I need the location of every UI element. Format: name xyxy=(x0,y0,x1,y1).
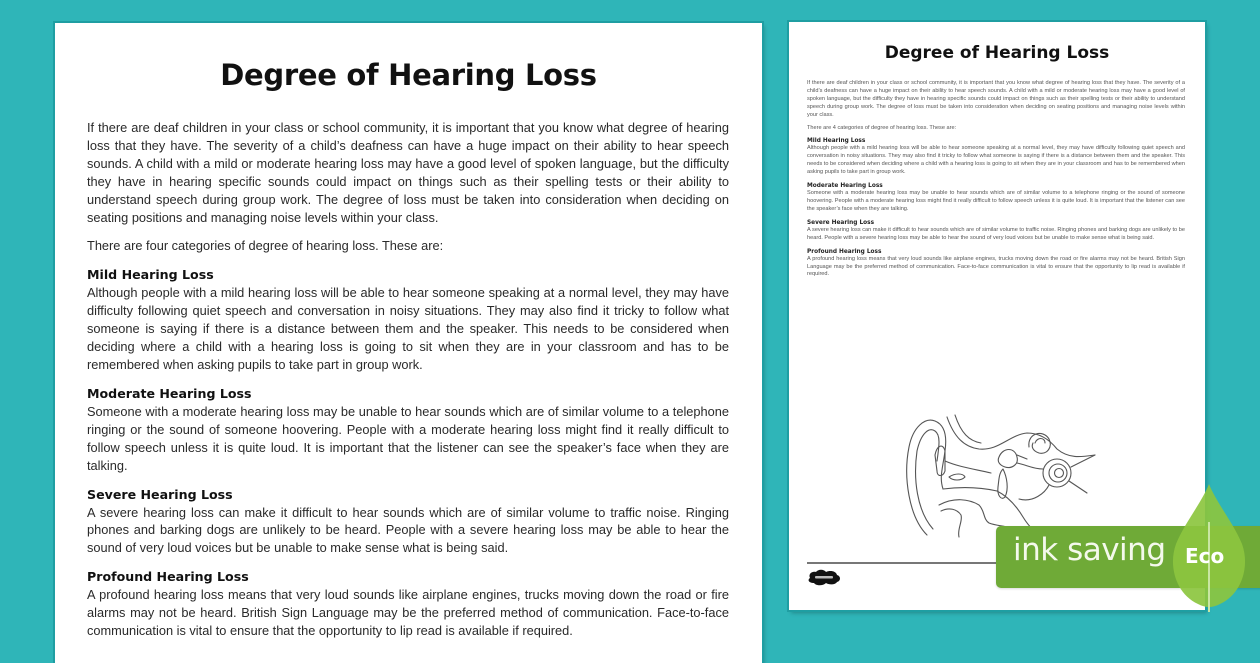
section-heading: Mild Hearing Loss xyxy=(807,138,866,145)
section-moderate xyxy=(807,182,1185,214)
section-text: Although people with a mild hearing loss will be able to hear someone speaking at a normal level, they may have difficulty following quiet speech and conversation in noisy situations. They may also find it tricky to follow what someone is saying if there is a distance between them and the speaker. This needs to be considered when deciding where a child with a hearing loss is going to sit when they are in your classroom and has to be remembered when asking pupils to take part in group work. xyxy=(87,285,729,372)
section-severe xyxy=(87,486,729,558)
worksheet-preview-large xyxy=(55,23,762,663)
section-text: A profound hearing loss means that very loud sounds like airplane engines, trucks moving down the road or fire alarms may not be heard. British Sign Language may be the preferred method of communication. Face-to-face communication is vital to ensure that the opportunity to lip read is available if required. xyxy=(87,587,729,639)
section-heading: Mild Hearing Loss xyxy=(87,267,214,283)
page-title: Degree of Hearing Loss xyxy=(220,58,597,92)
section-heading: Profound Hearing Loss xyxy=(87,569,249,585)
section-text: Someone with a moderate hearing loss may be unable to hear sounds which are of similar volume to a telephone ringing or the sound of someone hoovering. People with a moderate hearing loss might find it really difficult to follow speech unless it is quite loud. It is important that the listener can see the speaker’s face when they are talking. xyxy=(87,403,729,473)
worksheet-body xyxy=(87,119,729,651)
section-mild xyxy=(87,266,729,374)
section-mild xyxy=(807,137,1185,177)
section-text: A profound hearing loss means that very loud sounds like airplane engines, trucks moving down the road or fire alarms may not be heard. British Sign Language may be the preferred method of communication. Face-to-face communication is vital to ensure that the opportunity to lip read is available if required. xyxy=(807,255,1185,278)
page-title: Degree of Hearing Loss xyxy=(884,43,1110,63)
worksheet-body xyxy=(807,80,1185,284)
section-heading: Moderate Hearing Loss xyxy=(87,385,252,401)
section-severe xyxy=(807,219,1185,243)
section-heading: Severe Hearing Loss xyxy=(87,486,233,502)
ink-saving-label: ink saving xyxy=(1013,532,1166,568)
section-profound xyxy=(807,248,1185,280)
twinkl-logo-icon xyxy=(806,568,842,586)
section-text: A severe hearing loss can make it difficult to hear sounds which are of similar volume to traffic noise. Ringing phones and barking dogs are unlikely to be heard. People with a severe hearing loss may be able to hear the sound of very loud voices but be unable to make sense what is being said. xyxy=(807,226,1185,241)
intro-paragraph: If there are deaf children in your class or school community, it is important that you know what degree of hearing loss that they have. The severity of a child’s deafness can have a huge impact on their ability to hear speech sounds. A child with a mild or moderate hearing loss may have a good level of spoken language, but the difficulty they have in hearing specific sounds could impact on things such as their spelling tests or their ability to understand speech during group work. The degree of loss must be taken into consideration when deciding on seating positions and managing noise levels within your class. xyxy=(807,80,1185,118)
section-text: Although people with a mild hearing loss will be able to hear someone speaking at a normal level, they may have difficulty following quiet speech and conversation in noisy situations. They may also find it tricky to follow what someone is saying if there is a distance between them and the speaker. This needs to be considered when deciding where a child with a hearing loss is going to sit when they are in your classroom and has to be remembered when asking pupils to take part in group work. xyxy=(807,145,1185,176)
section-text: A severe hearing loss can make it difficult to hear sounds which are of similar volume to traffic noise. Ringing phones and barking dogs are unlikely to be heard. People with a severe hearing loss may be able to hear the sound of very loud voices but be unable to make sense what is being said. xyxy=(87,504,729,556)
section-heading: Severe Hearing Loss xyxy=(807,219,875,226)
section-heading: Moderate Hearing Loss xyxy=(807,183,883,190)
section-heading: Profound Hearing Loss xyxy=(807,248,882,255)
eco-label: Eco xyxy=(1185,544,1225,568)
section-text: Someone with a moderate hearing loss may be unable to hear sounds which are of similar volume to a telephone ringing or the sound of someone hoovering. People with a moderate hearing loss might find it really difficult to follow speech unless it is quite loud. It is important that the listener can see the speaker’s face when they are talking. xyxy=(807,190,1185,212)
worksheet-preview-thumbnail xyxy=(789,22,1205,610)
categories-intro: There are 4 categories of degree of hearing loss. These are: xyxy=(807,124,957,131)
categories-intro: There are four categories of degree of hearing loss. These are: xyxy=(87,238,444,254)
section-moderate xyxy=(87,385,729,475)
intro-paragraph: If there are deaf children in your class or school community, it is important that you know what degree of hearing loss that they have. The severity of a child’s deafness can have a huge impact on their ability to hear speech sounds. A child with a mild or moderate hearing loss may have a good level of spoken language, but the difficulty they have in hearing specific sounds could impact on things such as their spelling tests or their ability to understand speech during group work. The degree of loss must be taken into consideration when deciding on seating positions and managing noise levels within your class. xyxy=(87,120,729,225)
section-profound xyxy=(87,568,729,640)
